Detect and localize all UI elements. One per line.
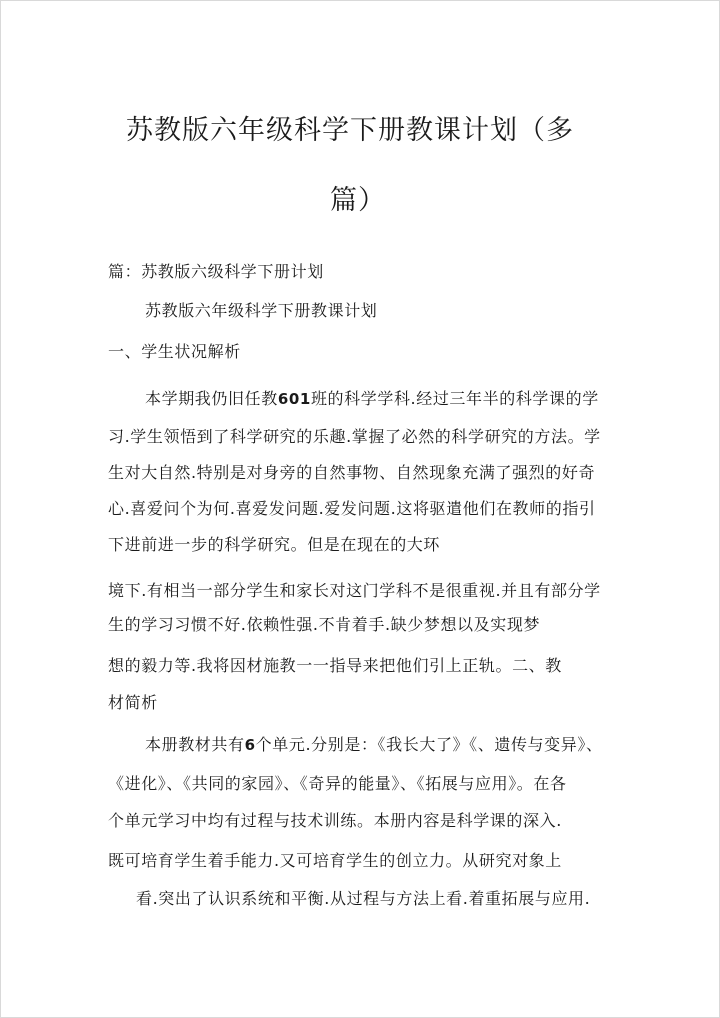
document-subtitle: 苏教版六年级科学下册教课计划 <box>145 301 378 320</box>
paragraph-2-line-3: 个单元学习中均有过程与技术训练。本册内容是科学课的深入. <box>108 811 562 830</box>
document-title-line-2: 篇） <box>330 185 386 216</box>
paragraph-2-line-1-end: 个单元.分别是：《我长大了》《、遗传与变异》、 <box>255 735 603 754</box>
paragraph-1-line-8: 想的毅力等.我将因材施教一一指导来把他们引上正轨。二、教 <box>108 656 562 675</box>
section-label: 篇：苏教版六级科学下册计划 <box>108 262 324 281</box>
paragraph-2-line-1-start: 本册教材共有 <box>145 735 245 754</box>
unit-count: 6 <box>244 736 256 754</box>
paragraph-1-line-7: 生的学习习惯不好.依赖性强.不肯着手.缺少梦想以及实现梦 <box>108 615 541 634</box>
document-title-line-1: 苏教版六年级科学下册教课计划（多 <box>126 115 574 146</box>
class-number: 601 <box>277 390 311 408</box>
paragraph-2-line-2: 《进化》、《共同的家园》、《奇异的能量》、《拓展与应用》。在各 <box>108 774 567 793</box>
paragraph-1-line-9: 材简析 <box>108 693 158 712</box>
paragraph-1-line-1 <box>145 386 599 409</box>
paragraph-1-line-1-end: 班的科学学科.经过三年半的科学课的学 <box>310 389 599 408</box>
paragraph-1-line-2: 习.学生领悟到了科学研究的乐趣.掌握了必然的科学研究的方法。学 <box>108 427 601 446</box>
paragraph-2-line-4: 既可培育学生着手能力.又可培育学生的创立力。从研究对象上 <box>108 851 562 870</box>
heading-student-analysis: 一、学生状况解析 <box>108 342 241 361</box>
paragraph-1-line-4: 心.喜爱问个为何.喜爱发问题.爱发问题.这将驱遣他们在教师的指引 <box>108 499 596 518</box>
paragraph-2-line-5: 看.突出了认识系统和平衡.从过程与方法上看.着重拓展与应用. <box>136 889 591 908</box>
paragraph-1-line-1-start: 本学期我仍旧任教 <box>145 389 278 408</box>
paragraph-1-line-6: 境下.有相当一部分学生和家长对这门学科不是很重视.并且有部分学 <box>108 581 601 600</box>
paragraph-1-line-3: 生对大自然.特别是对身旁的自然事物、自然现象充满了强烈的好奇 <box>108 463 596 482</box>
paragraph-1-line-5: 下进前进一步的科学研究。但是在现在的大环 <box>108 535 441 554</box>
paragraph-2-line-1 <box>145 732 603 755</box>
